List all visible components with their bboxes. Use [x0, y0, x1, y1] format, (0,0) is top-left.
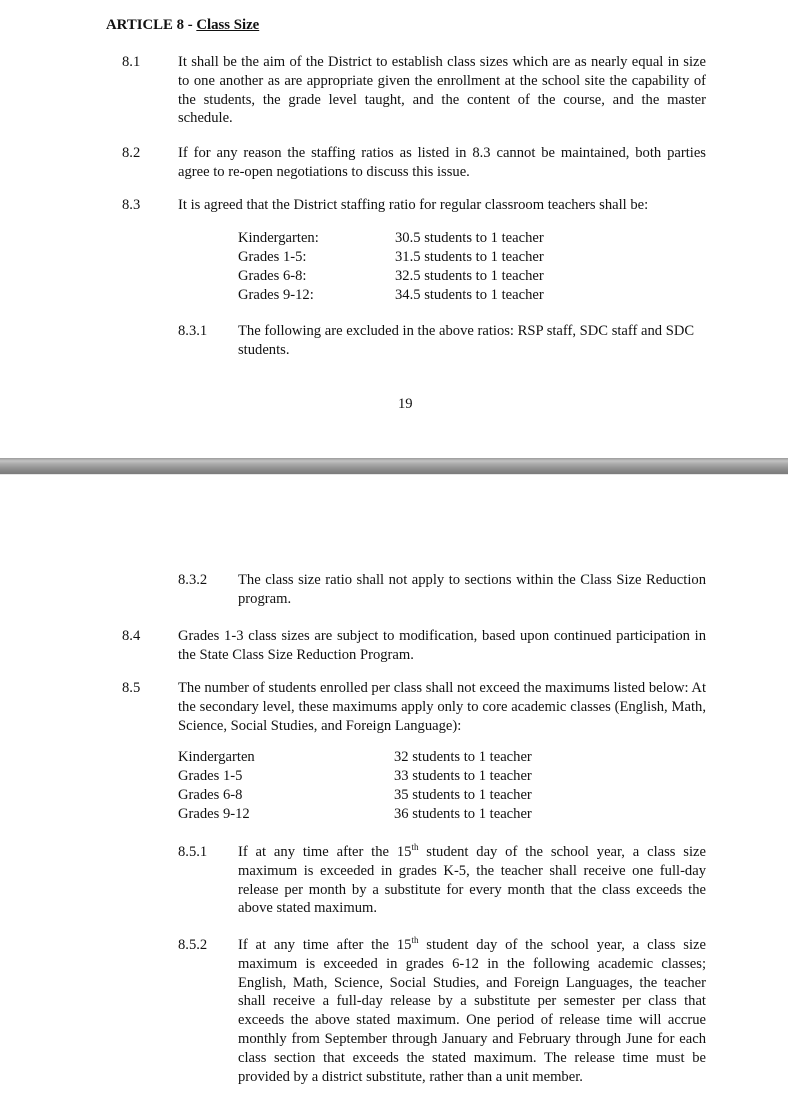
page-separator: [0, 458, 788, 474]
section-number: 8.2: [122, 145, 141, 161]
ratio-value: 30.5 students to 1 teacher: [395, 230, 544, 246]
section-8-1-text: It shall be the aim of the District to establish class sizes which are as nearly equal in size to one another as are appropriate given the enrollment at the school site the capability of the students, the grade level taught, and the content of the course, and the master schedule.: [178, 54, 706, 127]
section-number: 8.5.1: [178, 844, 208, 860]
page-number: 19: [398, 396, 413, 412]
maximum-row: [178, 805, 532, 824]
ratio-grade: Grades 1-5:: [238, 249, 307, 265]
ratio-row: [238, 286, 544, 305]
maximum-value: 36 students to 1 teacher: [394, 806, 532, 822]
ratio-row: [238, 229, 544, 248]
section-number: 8.5: [122, 680, 141, 696]
article-prefix: ARTICLE 8 -: [106, 17, 197, 33]
ordinal-suffix: th: [411, 935, 419, 945]
section-8-2-text: If for any reason the staffing ratios as listed in 8.3 cannot be maintained, both parties agree to re-open negotiations to discuss this issue.: [178, 145, 706, 180]
section-8-5-1-text: [238, 843, 706, 918]
article-title: Class Size: [196, 17, 260, 33]
ordinal-suffix: th: [411, 842, 419, 852]
text-run: If at any time after the 15: [238, 844, 412, 860]
ratio-row: [238, 248, 544, 267]
section-number: 8.3.2: [178, 572, 208, 588]
ratio-grade: Kindergarten:: [238, 230, 319, 246]
ratio-grade: Grades 6-8:: [238, 268, 307, 284]
maximum-value: 35 students to 1 teacher: [394, 787, 532, 803]
ratio-value: 32.5 students to 1 teacher: [395, 268, 544, 284]
section-8-4-text: Grades 1-3 class sizes are subject to modification, based upon continued participation in the State Class Size Reduction Program.: [178, 628, 706, 663]
maximum-value: 33 students to 1 teacher: [394, 768, 532, 784]
section-number: 8.5.2: [178, 937, 208, 953]
maximum-grade: Grades 9-12: [178, 806, 250, 822]
maximum-grade: Grades 1-5: [178, 768, 243, 784]
maximums-table: [178, 748, 532, 824]
ratio-grade: Grades 9-12:: [238, 287, 314, 303]
text-run: student day of the school year, a class size maximum is exceeded in grades 6-12 in the following academic classes; English, Math, Science, Social Studies, and Foreign Languages, the teacher shall receive a full-day release by a substitute per semester per class that exceeds the above stated maximum. One period of release time will accrue monthly from September through January and February through June for each class section that exceeds the stated maximum. The release time must be provided by a district substitute, rather than a unit member.: [238, 937, 706, 1085]
section-number: 8.3: [122, 197, 141, 213]
maximum-row: [178, 786, 532, 805]
maximum-grade: Grades 6-8: [178, 787, 243, 803]
ratio-value: 31.5 students to 1 teacher: [395, 249, 544, 265]
ratio-value: 34.5 students to 1 teacher: [395, 287, 544, 303]
section-8-3-text: It is agreed that the District staffing ratio for regular classroom teachers shall be:: [178, 197, 649, 213]
maximum-row: [178, 748, 532, 767]
section-8-3-1-text: The following are excluded in the above ratios: RSP staff, SDC staff and SDC students.: [238, 323, 695, 358]
ratio-row: [238, 267, 544, 286]
text-run: If at any time after the 15: [238, 937, 412, 953]
maximum-grade: Kindergarten: [178, 749, 255, 765]
section-8-5-text: The number of students enrolled per class shall not exceed the maximums listed below: At the secondary level, these maximums apply only to core academic classes (English, Math, Science, Social Studies, and Foreign Language):: [178, 680, 706, 734]
maximum-row: [178, 767, 532, 786]
text-run: student day of the school year, a class size maximum is exceeded in grades K-5, the teacher shall receive one full-day release per month by a substitute for every month that the class exceeds the above stated maximum.: [238, 844, 706, 917]
ratio-table: [238, 229, 544, 305]
section-number: 8.1: [122, 54, 141, 70]
section-number: 8.3.1: [178, 323, 208, 339]
section-8-5-2-text: [238, 936, 706, 1086]
section-number: 8.4: [122, 628, 141, 644]
maximum-value: 32 students to 1 teacher: [394, 749, 532, 765]
article-heading: [106, 16, 259, 35]
section-8-3-2-text: The class size ratio shall not apply to sections within the Class Size Reduction program.: [238, 572, 706, 607]
page-edge: [0, 474, 788, 475]
